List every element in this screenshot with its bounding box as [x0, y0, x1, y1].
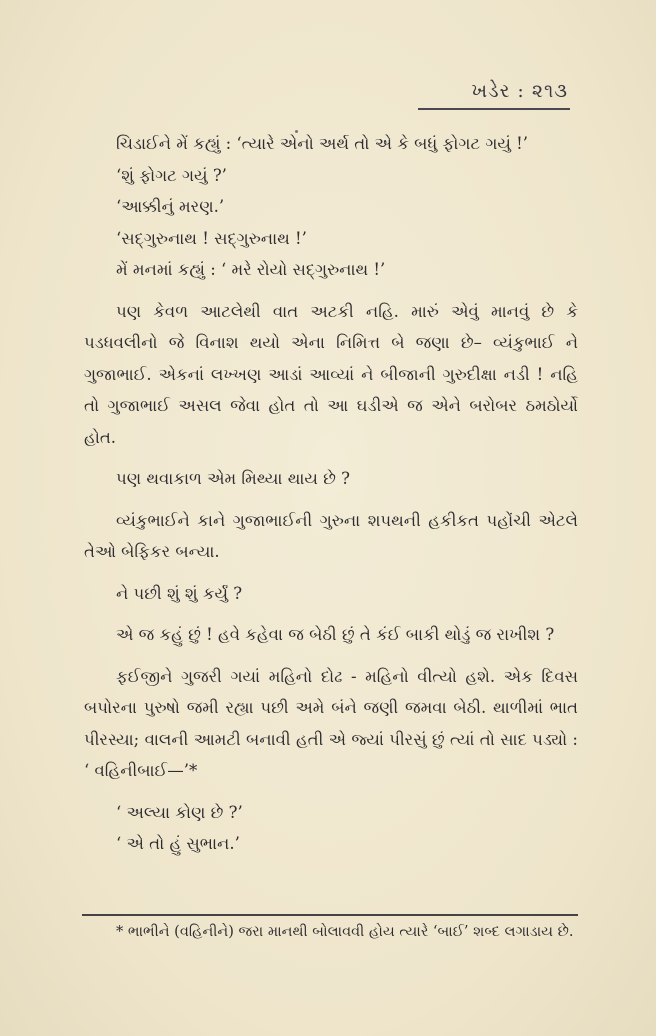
dialogue-line: ‘સદ્‌ગુરુનાથ ! સદ્‌ગુરુનાથ !’: [116, 228, 307, 248]
paragraph: ચિડાઈને મેં કહ્યું : ‘ત્યારે એનો અર્થ તો એ કે બધું ફોગટ ગયું !’: [116, 134, 529, 153]
paragraph: પણ થવાકાળ એમ મિથ્યા થાય છે ?: [116, 469, 351, 488]
footnote-divider: [82, 914, 578, 916]
footnote: * ભાભીને (વહિનીને) જરા માનથી બોલાવવી હોય ત્યારે ‘બાઈ’ શબ્દ લગાડાય છે.: [116, 924, 574, 940]
dialogue-line: ‘શું ફોગટ ગયું ?’: [116, 165, 227, 185]
paragraph: ને પછી શું શું કર્યું ?: [116, 583, 243, 603]
running-header: ખડેર : ૨૧૩: [471, 80, 568, 102]
dialogue-line: ‘ અલ્યા કોણ છે ?’: [116, 802, 243, 822]
dialogue-line: મેં મનમાં કહ્યું : ‘ મરે રોયો સદ્‌ગુરુનાથ !’: [116, 260, 386, 279]
header-underline: [418, 108, 570, 110]
paragraph: એ જ કહું છું ! હવે કહેવા જ બેઠી છું તે કંઈ બાકી થોડું જ રાખીશ ?: [116, 625, 555, 644]
paragraph: ફઈજીને ગુજરી ગયાં મહિનો દોઢ - મહિનો વીત્યો હશે. એક દિવસ બપોરના પુરુષો જમી રહ્યા પછી અમે બંને જણી જમવા બેઠી. થાળીમાં ભાત પીરસ્યા; વાલની આમટી બનાવી હતી એ જ્યાં પીરસું છું ત્યાં તો સાદ પડ્યો : ‘ વહિનીબાઈ—’*: [84, 666, 578, 780]
paragraph: વ્યંકુભાઈને કાને ગુજાભાઈની ગુરુના શપથની હકીકત પહોંચી એટલે તેઓ બેફિકર બન્યા.: [84, 510, 578, 561]
dialogue-line: ‘આક્કીનું મરણ.’: [116, 197, 225, 216]
dialogue-line: ‘ એ તો હું સુભાન.’: [116, 834, 240, 853]
paragraph: પણ કેવળ આટલેથી વાત અટકી નહિ. મારું એવું માનવું છે કે પડધવલીનો જે વિનાશ થયો એના નિમિત્ત બે જણા છે– વ્યંકુભાઈ ને ગુજાભાઈ. એકનાં લખ્ખણ આડાં આવ્યાં ને બીજાની ગુરુદીક્ષા નડી ! નહિ તો ગુજાભાઈ અસલ જેવા હોત તો આ ઘડીએ જ એને બરોબર ઠમઠોર્યો હોત.: [84, 301, 578, 447]
body-text: [84, 128, 578, 860]
